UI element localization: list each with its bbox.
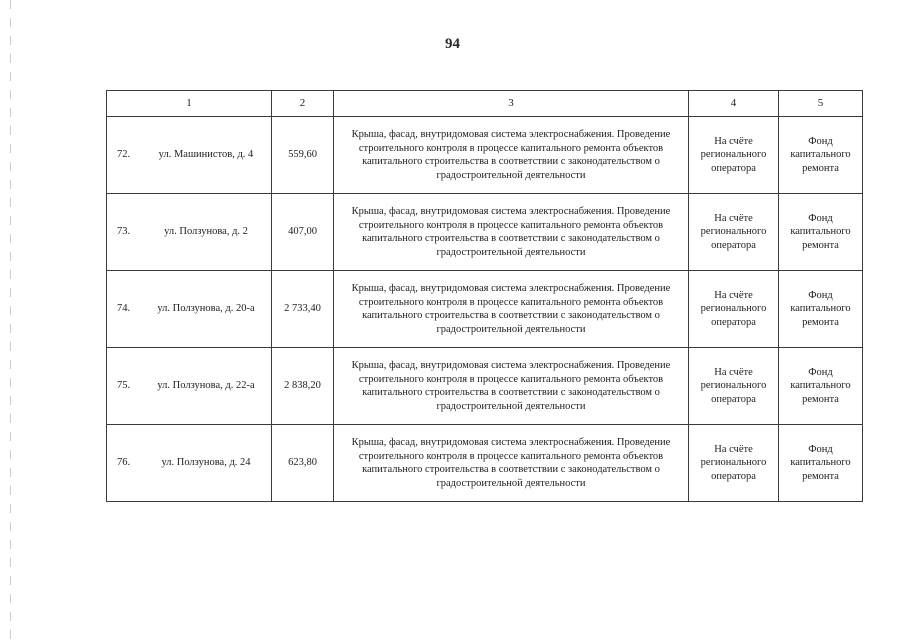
column-header-2: 2 [272, 91, 334, 117]
column-header-5: 5 [779, 91, 863, 117]
cost-cell: 559,60 [272, 117, 334, 194]
cost-cell: 2 733,40 [272, 271, 334, 348]
row-number: 76. [117, 457, 131, 469]
funding-method-cell: На счёте регионального оператора [689, 271, 779, 348]
table-row [107, 117, 863, 194]
address: ул. Машинистов, д. 4 [158, 149, 254, 161]
repair-program-table [106, 90, 863, 502]
funding-method-cell: На счёте регионального оператора [689, 194, 779, 271]
address-cell [107, 271, 272, 348]
row-number: 72. [117, 149, 131, 161]
cost-cell: 623,80 [272, 425, 334, 502]
work-description-cell: Крыша, фасад, внутридомовая система электроснабжения. Проведение строительного контроля в процессе капитального ремонта объектов капитального строительства в соответствии с законодательством о градостроительной деятельности [334, 117, 689, 194]
table-header-row [107, 91, 863, 117]
address-cell [107, 194, 272, 271]
row-number: 74. [117, 303, 131, 315]
work-description-cell: Крыша, фасад, внутридомовая система электроснабжения. Проведение строительного контроля в процессе капитального ремонта объектов капитального строительства в соответствии с законодательством о градостроительной деятельности [334, 271, 689, 348]
work-description-cell: Крыша, фасад, внутридомовая система электроснабжения. Проведение строительного контроля в процессе капитального ремонта объектов капитального строительства в соответствии с законодательством о градостроительной деятельности [334, 425, 689, 502]
column-header-1: 1 [107, 91, 272, 117]
address-cell [107, 117, 272, 194]
funding-method-cell: На счёте регионального оператора [689, 117, 779, 194]
funding-source-cell: Фонд капитального ремонта [779, 271, 863, 348]
funding-method-cell: На счёте регионального оператора [689, 348, 779, 425]
table-row [107, 194, 863, 271]
row-number: 75. [117, 380, 131, 392]
column-header-3: 3 [334, 91, 689, 117]
funding-source-cell: Фонд капитального ремонта [779, 425, 863, 502]
page-number: 94 [445, 36, 460, 52]
address-cell [107, 348, 272, 425]
address-cell [107, 425, 272, 502]
address: ул. Ползунова, д. 20-а [157, 303, 255, 315]
cost-cell: 407,00 [272, 194, 334, 271]
table-row [107, 348, 863, 425]
funding-source-cell: Фонд капитального ремонта [779, 348, 863, 425]
address: ул. Ползунова, д. 2 [164, 226, 248, 238]
address: ул. Ползунова, д. 24 [161, 457, 251, 469]
scan-edge-mark [10, 0, 11, 640]
funding-source-cell: Фонд капитального ремонта [779, 117, 863, 194]
column-header-4: 4 [689, 91, 779, 117]
address: ул. Ползунова, д. 22-а [157, 380, 255, 392]
row-number: 73. [117, 226, 131, 238]
funding-method-cell: На счёте регионального оператора [689, 425, 779, 502]
funding-source-cell: Фонд капитального ремонта [779, 194, 863, 271]
table-row [107, 271, 863, 348]
cost-cell: 2 838,20 [272, 348, 334, 425]
table-row [107, 425, 863, 502]
work-description-cell: Крыша, фасад, внутридомовая система электроснабжения. Проведение строительного контроля в процессе капитального ремонта объектов капитального строительства в соответствии с законодательством о градостроительной деятельности [334, 348, 689, 425]
work-description-cell: Крыша, фасад, внутридомовая система электроснабжения. Проведение строительного контроля в процессе капитального ремонта объектов капитального строительства в соответствии с законодательством о градостроительной деятельности [334, 194, 689, 271]
